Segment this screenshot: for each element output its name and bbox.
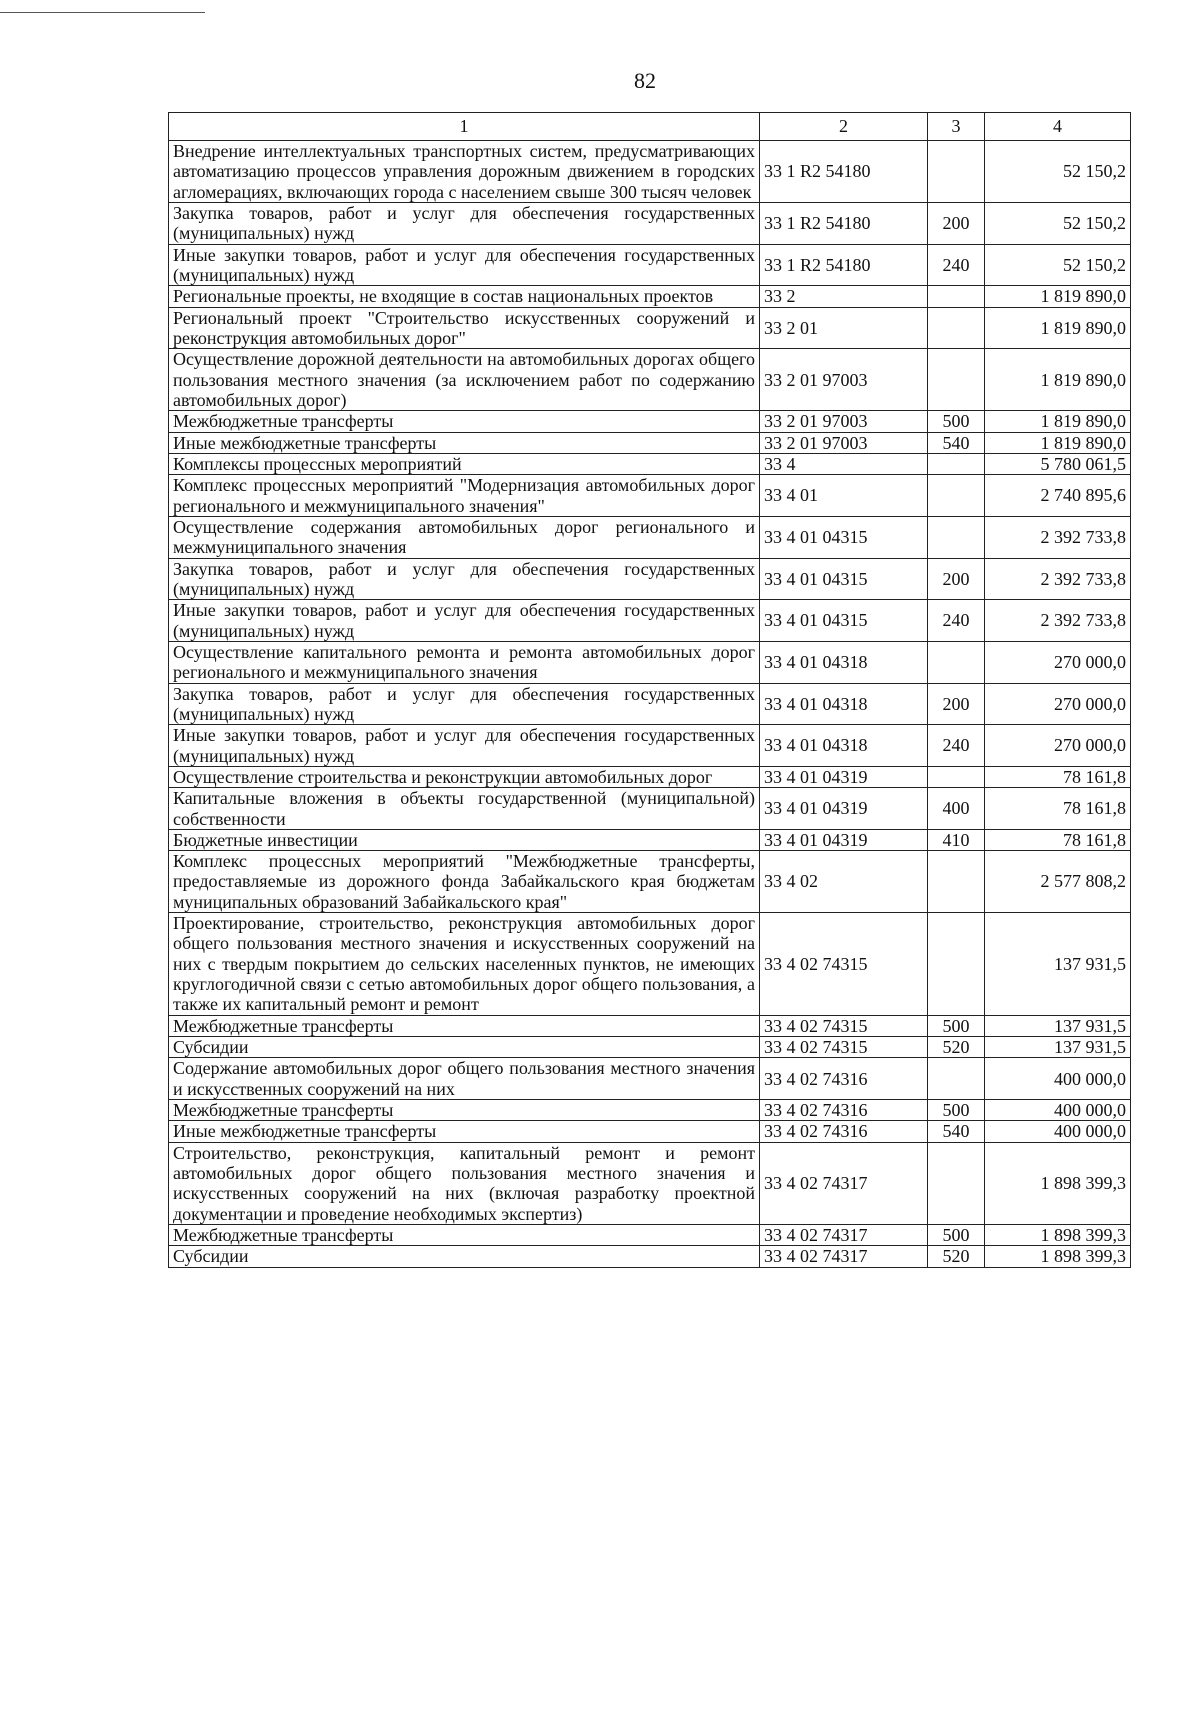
table-row — [169, 558, 1131, 600]
row-code-cell: 33 2 01 — [760, 307, 928, 349]
row-name-cell: Региональные проекты, не входящие в состав национальных проектов — [169, 286, 760, 307]
row-name-cell: Осуществление дорожной деятельности на автомобильных дорогах общего пользования местного значения (за исключением работ по содержанию автомобильных дорог) — [169, 349, 760, 411]
row-code-cell: 33 4 02 74315 — [760, 1015, 928, 1036]
row-code-cell: 33 4 01 04319 — [760, 829, 928, 850]
table-row — [169, 641, 1131, 683]
row-expense-type-cell — [928, 349, 985, 411]
row-amount-cell: 52 150,2 — [985, 141, 1131, 203]
row-expense-type-cell — [928, 1058, 985, 1100]
row-name-cell: Комплексы процессных мероприятий — [169, 453, 760, 474]
row-code-cell: 33 2 — [760, 286, 928, 307]
row-expense-type-cell: 540 — [928, 432, 985, 453]
row-name-cell: Содержание автомобильных дорог общего пользования местного значения и искусственных сооружений на них — [169, 1058, 760, 1100]
table-row — [169, 432, 1131, 453]
table-row — [169, 1142, 1131, 1224]
row-amount-cell: 2 740 895,6 — [985, 475, 1131, 517]
row-amount-cell: 1 819 890,0 — [985, 432, 1131, 453]
table-row — [169, 683, 1131, 725]
row-code-cell: 33 4 02 74317 — [760, 1142, 928, 1224]
table-row — [169, 725, 1131, 767]
row-code-cell: 33 4 01 04315 — [760, 600, 928, 642]
row-expense-type-cell: 200 — [928, 683, 985, 725]
row-code-cell: 33 4 01 — [760, 475, 928, 517]
row-expense-type-cell: 500 — [928, 1015, 985, 1036]
row-expense-type-cell — [928, 913, 985, 1016]
row-expense-type-cell — [928, 516, 985, 558]
row-amount-cell: 137 931,5 — [985, 1037, 1131, 1058]
row-code-cell: 33 4 02 74316 — [760, 1100, 928, 1121]
row-code-cell: 33 4 02 74317 — [760, 1225, 928, 1246]
table-row — [169, 1225, 1131, 1246]
row-amount-cell: 1 898 399,3 — [985, 1225, 1131, 1246]
row-expense-type-cell — [928, 141, 985, 203]
row-amount-cell: 1 819 890,0 — [985, 411, 1131, 432]
row-name-cell: Межбюджетные трансферты — [169, 1015, 760, 1036]
row-amount-cell: 137 931,5 — [985, 913, 1131, 1016]
table-row — [169, 1246, 1131, 1267]
row-name-cell: Субсидии — [169, 1037, 760, 1058]
row-name-cell: Иные закупки товаров, работ и услуг для обеспечения государственных (муниципальных) нужд — [169, 244, 760, 286]
row-expense-type-cell: 500 — [928, 411, 985, 432]
row-amount-cell: 52 150,2 — [985, 244, 1131, 286]
row-amount-cell: 78 161,8 — [985, 766, 1131, 787]
row-code-cell: 33 4 02 74315 — [760, 1037, 928, 1058]
row-code-cell: 33 4 02 74315 — [760, 913, 928, 1016]
row-amount-cell: 1 898 399,3 — [985, 1246, 1131, 1267]
row-amount-cell: 400 000,0 — [985, 1100, 1131, 1121]
row-expense-type-cell — [928, 851, 985, 913]
row-expense-type-cell: 410 — [928, 829, 985, 850]
row-amount-cell: 78 161,8 — [985, 788, 1131, 830]
row-name-cell: Внедрение интеллектуальных транспортных систем, предусматривающих автоматизацию процессов управления дорожным движением в городских агломерациях, включающих города с населением свыше 300 тысяч человек — [169, 141, 760, 203]
row-name-cell: Осуществление содержания автомобильных дорог регионального и межмуниципального значения — [169, 516, 760, 558]
row-code-cell: 33 1 R2 54180 — [760, 202, 928, 244]
row-expense-type-cell: 240 — [928, 244, 985, 286]
table-row — [169, 516, 1131, 558]
table-row — [169, 1015, 1131, 1036]
row-name-cell: Закупка товаров, работ и услуг для обеспечения государственных (муниципальных) нужд — [169, 202, 760, 244]
budget-table — [168, 112, 1131, 1268]
table-row — [169, 1058, 1131, 1100]
row-amount-cell: 2 577 808,2 — [985, 851, 1131, 913]
table-row — [169, 1100, 1131, 1121]
row-code-cell: 33 1 R2 54180 — [760, 244, 928, 286]
header-cell-vr: 3 — [928, 113, 985, 141]
row-code-cell: 33 4 02 74316 — [760, 1121, 928, 1142]
row-amount-cell: 400 000,0 — [985, 1058, 1131, 1100]
row-amount-cell: 137 931,5 — [985, 1015, 1131, 1036]
header-cell-amount: 4 — [985, 113, 1131, 141]
table-row — [169, 600, 1131, 642]
row-amount-cell: 1 819 890,0 — [985, 286, 1131, 307]
row-code-cell: 33 4 01 04315 — [760, 516, 928, 558]
row-expense-type-cell: 500 — [928, 1225, 985, 1246]
row-amount-cell: 270 000,0 — [985, 725, 1131, 767]
row-amount-cell: 5 780 061,5 — [985, 453, 1131, 474]
row-name-cell: Субсидии — [169, 1246, 760, 1267]
row-amount-cell: 1 819 890,0 — [985, 349, 1131, 411]
table-row — [169, 851, 1131, 913]
row-amount-cell: 1 898 399,3 — [985, 1142, 1131, 1224]
row-name-cell: Комплекс процессных мероприятий "Модернизация автомобильных дорог регионального и межмуниципального значения" — [169, 475, 760, 517]
row-name-cell: Региональный проект "Строительство искусственных сооружений и реконструкция автомобильных дорог" — [169, 307, 760, 349]
row-name-cell: Межбюджетные трансферты — [169, 1100, 760, 1121]
row-name-cell: Иные закупки товаров, работ и услуг для обеспечения государственных (муниципальных) нужд — [169, 725, 760, 767]
row-name-cell: Иные межбюджетные трансферты — [169, 432, 760, 453]
table-row — [169, 1037, 1131, 1058]
header-cell-code: 2 — [760, 113, 928, 141]
row-code-cell: 33 2 01 97003 — [760, 349, 928, 411]
row-expense-type-cell: 200 — [928, 202, 985, 244]
row-expense-type-cell — [928, 1142, 985, 1224]
row-amount-cell: 2 392 733,8 — [985, 558, 1131, 600]
table-row — [169, 349, 1131, 411]
row-code-cell: 33 4 — [760, 453, 928, 474]
row-code-cell: 33 4 01 04319 — [760, 766, 928, 787]
row-code-cell: 33 2 01 97003 — [760, 411, 928, 432]
row-name-cell: Закупка товаров, работ и услуг для обеспечения государственных (муниципальных) нужд — [169, 683, 760, 725]
row-name-cell: Закупка товаров, работ и услуг для обеспечения государственных (муниципальных) нужд — [169, 558, 760, 600]
table-header-row — [169, 113, 1131, 141]
row-expense-type-cell: 240 — [928, 600, 985, 642]
table-row — [169, 286, 1131, 307]
row-expense-type-cell: 520 — [928, 1037, 985, 1058]
table-row — [169, 766, 1131, 787]
row-expense-type-cell — [928, 766, 985, 787]
row-expense-type-cell — [928, 475, 985, 517]
row-amount-cell: 78 161,8 — [985, 829, 1131, 850]
row-name-cell: Бюджетные инвестиции — [169, 829, 760, 850]
row-expense-type-cell: 400 — [928, 788, 985, 830]
row-name-cell: Осуществление капитального ремонта и ремонта автомобильных дорог регионального и межмуниципального значения — [169, 641, 760, 683]
row-amount-cell: 2 392 733,8 — [985, 516, 1131, 558]
row-amount-cell: 2 392 733,8 — [985, 600, 1131, 642]
row-amount-cell: 270 000,0 — [985, 683, 1131, 725]
table-row — [169, 411, 1131, 432]
row-code-cell: 33 4 01 04318 — [760, 641, 928, 683]
table-row — [169, 141, 1131, 203]
row-code-cell: 33 2 01 97003 — [760, 432, 928, 453]
row-expense-type-cell: 240 — [928, 725, 985, 767]
row-expense-type-cell — [928, 453, 985, 474]
row-expense-type-cell — [928, 307, 985, 349]
table-row — [169, 202, 1131, 244]
row-code-cell: 33 4 01 04318 — [760, 683, 928, 725]
table-row — [169, 244, 1131, 286]
row-amount-cell: 270 000,0 — [985, 641, 1131, 683]
row-code-cell: 33 4 01 04318 — [760, 725, 928, 767]
table-row — [169, 913, 1131, 1016]
row-amount-cell: 52 150,2 — [985, 202, 1131, 244]
row-name-cell: Иные закупки товаров, работ и услуг для обеспечения государственных (муниципальных) нужд — [169, 600, 760, 642]
row-expense-type-cell: 200 — [928, 558, 985, 600]
row-code-cell: 33 4 02 — [760, 851, 928, 913]
table-row — [169, 829, 1131, 850]
scan-edge-line — [0, 12, 205, 13]
row-name-cell: Капитальные вложения в объекты государственной (муниципальной) собственности — [169, 788, 760, 830]
page-number: 82 — [634, 68, 656, 93]
header-cell-name: 1 — [169, 113, 760, 141]
table-row — [169, 307, 1131, 349]
row-name-cell: Комплекс процессных мероприятий "Межбюджетные трансферты, предоставляемые из дорожного фонда Забайкальского края бюджетам муниципальных образований Забайкальского края" — [169, 851, 760, 913]
row-code-cell: 33 4 01 04315 — [760, 558, 928, 600]
row-expense-type-cell: 540 — [928, 1121, 985, 1142]
table-row — [169, 475, 1131, 517]
table-body — [169, 141, 1131, 1268]
row-name-cell: Строительство, реконструкция, капитальный ремонт и ремонт автомобильных дорог общего пользования местного значения и искусственных сооружений на них (включая разработку проектной документации и проведение необходимых экспертиз) — [169, 1142, 760, 1224]
row-code-cell: 33 4 01 04319 — [760, 788, 928, 830]
row-expense-type-cell: 500 — [928, 1100, 985, 1121]
row-expense-type-cell — [928, 286, 985, 307]
row-name-cell: Проектирование, строительство, реконструкция автомобильных дорог общего пользования местного значения и искусственных сооружений на них с твердым покрытием до сельских населенных пунктов, не имеющих круглогодичной связи с сетью автомобильных дорог общего пользования, а также их капитальный ремонт и ремонт — [169, 913, 760, 1016]
row-code-cell: 33 4 02 74317 — [760, 1246, 928, 1267]
row-name-cell: Осуществление строительства и реконструкции автомобильных дорог — [169, 766, 760, 787]
row-expense-type-cell — [928, 641, 985, 683]
row-expense-type-cell: 520 — [928, 1246, 985, 1267]
row-code-cell: 33 4 02 74316 — [760, 1058, 928, 1100]
row-name-cell: Межбюджетные трансферты — [169, 1225, 760, 1246]
row-name-cell: Межбюджетные трансферты — [169, 411, 760, 432]
table-row — [169, 453, 1131, 474]
table-row — [169, 788, 1131, 830]
row-name-cell: Иные межбюджетные трансферты — [169, 1121, 760, 1142]
row-amount-cell: 1 819 890,0 — [985, 307, 1131, 349]
row-code-cell: 33 1 R2 54180 — [760, 141, 928, 203]
row-amount-cell: 400 000,0 — [985, 1121, 1131, 1142]
table-row — [169, 1121, 1131, 1142]
